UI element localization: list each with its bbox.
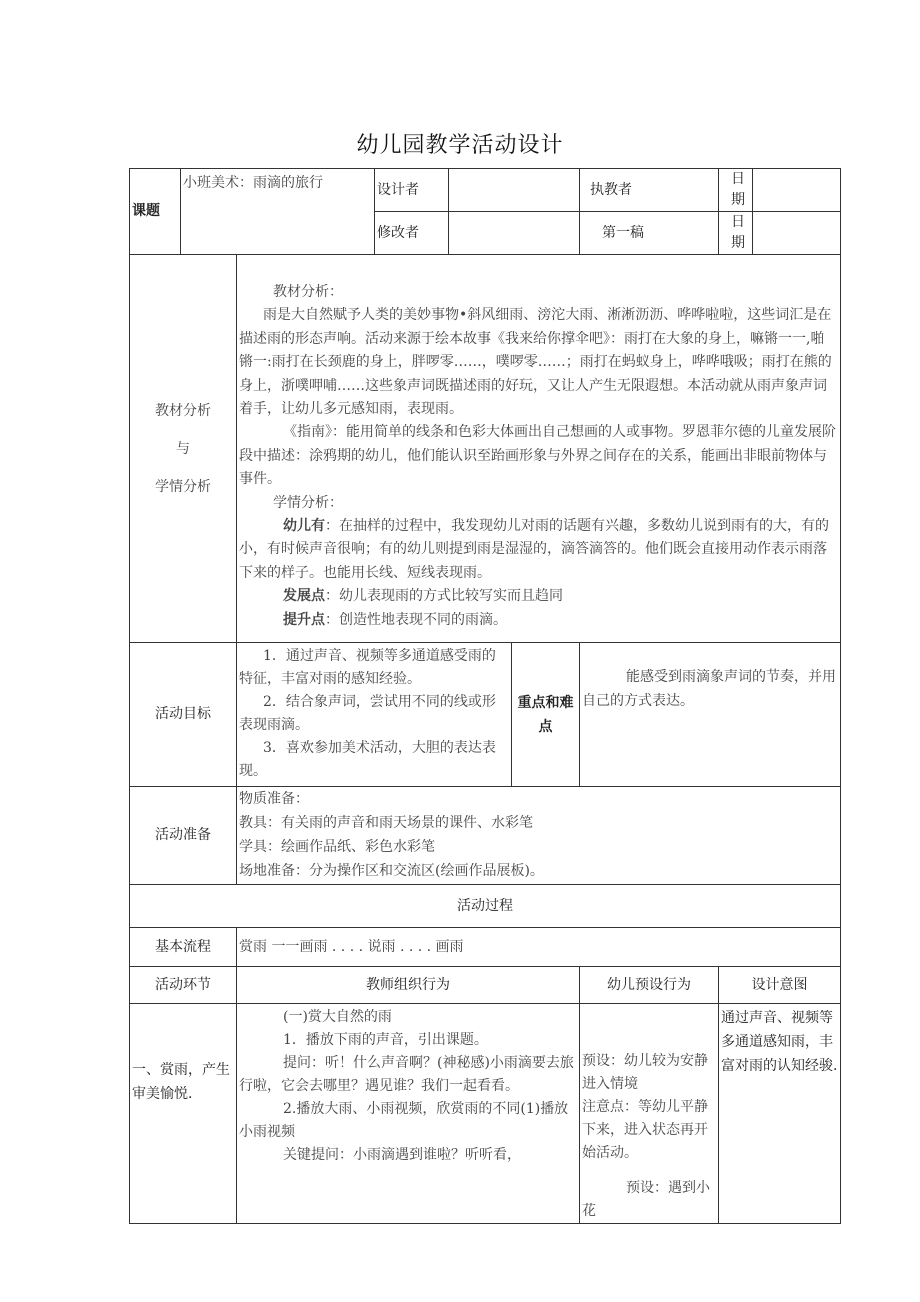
analysis-label-line2: 与 bbox=[176, 440, 190, 457]
topic-value: 小班美术：雨滴的旅行 bbox=[181, 169, 375, 255]
flow-value: 赏雨 一一画雨 . . . . 说雨 . . . . 画雨 bbox=[237, 928, 841, 967]
goal-item-1: 1．通过声音、视频等多通道感受雨的特征，丰富对雨的感知经验。 bbox=[239, 648, 496, 687]
analysis-para5-lead: 提升点 bbox=[283, 611, 325, 628]
col-header-teacher: 教师组织行为 bbox=[237, 967, 580, 1004]
child-line-3: 预设：遇到小花 bbox=[582, 1180, 711, 1219]
lesson-plan-table bbox=[129, 168, 841, 1224]
designer-label: 设计者 bbox=[375, 169, 449, 212]
analysis-para5 bbox=[239, 609, 836, 632]
teacher-line-2: 提问：听！什么声音啊？(神秘感)小雨滴要去旅行啦，它会去哪里？遇见谁？我们一起看看。 bbox=[239, 1055, 574, 1094]
analysis-heading-student: 学情分析： bbox=[273, 494, 343, 511]
prep-label: 活动准备 bbox=[130, 787, 237, 885]
goals-content bbox=[237, 643, 512, 787]
analysis-label bbox=[130, 255, 237, 643]
analysis-label-line1: 教材分析 bbox=[155, 402, 211, 419]
analysis-content bbox=[237, 255, 841, 643]
analysis-para2: 《指南》：能用简单的线条和色彩大体画出自己想画的人或事物。罗恩菲尔德的儿童发展阶段中描述：涂鸦期的幼儿，他们能认识至跆画形象与外界之间存在的关系，能画出非眼前物体与事件。 bbox=[239, 424, 836, 488]
reviser-value bbox=[449, 212, 580, 255]
col-header-intent: 设计意图 bbox=[719, 967, 841, 1004]
analysis-para3 bbox=[239, 515, 836, 585]
stage-1-intent: 通过声音、视频等多通道感知雨，丰富对雨的认知经骏. bbox=[719, 1004, 841, 1224]
stage-1-child bbox=[580, 1004, 719, 1224]
analysis-para5-text: ：创造性地表现不同的雨滴。 bbox=[325, 611, 507, 628]
analysis-para3-text: ：在抽样的过程中，我发现幼儿对雨的话题有兴趣，多数幼儿说到雨有的大，有的小，有时候声音很响；有的幼儿则提到雨是湿湿的，滴答滴答的。他们既会直接用动作表示雨落下来的样子。也能用长线、短线表现雨。 bbox=[239, 518, 829, 581]
date-label-1: 日期 bbox=[719, 169, 753, 212]
analysis-para4 bbox=[239, 585, 836, 608]
date-value-2 bbox=[753, 212, 841, 255]
prep-line-4: 场地准备：分为操作区和交流区(绘画作品展板)。 bbox=[239, 863, 544, 879]
analysis-para1: 雨是大自然赋予人类的美妙事物•斜风细雨、滂沱大雨、淅淅沥沥、哗哗啦啦，这些词汇是在描述雨的形态声响。活动来源于绘本故事《我来给你撑伞吧》：雨打在大象的身上，嘛锵一一,啪锵一:雨打在长颈鹿的身上，胖啰零……，噗啰零……；雨打在蚂蚁身上，哗哗哦吸；雨打在熊的身上，浙噗呷哺……这些象声词既描述雨的好玩，又让人产生无限遐想。本活动就从雨声象声词着手，让幼儿多元感知雨，表现雨。 bbox=[239, 307, 832, 418]
prep-content bbox=[237, 787, 841, 885]
designer-value bbox=[449, 169, 580, 212]
col-header-child: 幼儿预设行为 bbox=[580, 967, 719, 1004]
analysis-para4-lead: 发展点 bbox=[283, 588, 325, 605]
stage-1-teacher bbox=[237, 1004, 580, 1224]
col-header-stage: 活动环节 bbox=[130, 967, 237, 1004]
goal-item-2: 2．结合象声词，尝试用不同的线或形表现雨滴。 bbox=[239, 694, 496, 733]
child-line-2: 注意点：等幼儿平静下来，进入状态再开始活动。 bbox=[582, 1099, 709, 1161]
topic-label: 课题 bbox=[130, 169, 181, 255]
date-value-1 bbox=[753, 169, 841, 212]
prep-line-2: 教具：有关雨的声音和雨天场景的课件、水彩笔 bbox=[239, 815, 533, 831]
teacher-line-4: 关键提问：小雨滴遇到谁啦？听听看， bbox=[283, 1147, 521, 1163]
teacher-heading: (一)赏大自然的雨 bbox=[283, 1009, 392, 1025]
teacher-label: 执教者 bbox=[580, 169, 719, 212]
analysis-label-line3: 学情分析 bbox=[155, 478, 211, 495]
key-points-content bbox=[580, 643, 841, 787]
analysis-para3-lead: 幼儿有 bbox=[283, 518, 325, 535]
process-title: 活动过程 bbox=[130, 885, 841, 928]
key-points-label: 重点和难点 bbox=[512, 643, 580, 787]
child-line-1: 预设：幼儿较为安静进入情境 bbox=[582, 1053, 709, 1092]
date-label-2: 日期 bbox=[719, 212, 753, 255]
stage-1-name: 一、赏雨，产生审美愉悦. bbox=[130, 1004, 237, 1224]
analysis-heading-material: 教材分析： bbox=[273, 284, 343, 300]
prep-line-3: 学具：绘画作品纸、彩色水彩笔 bbox=[239, 839, 435, 855]
teacher-line-1: 1．播放下雨的声音，引出课题。 bbox=[283, 1032, 488, 1048]
reviser-label: 修改者 bbox=[375, 212, 449, 255]
flow-label: 基本流程 bbox=[130, 928, 237, 967]
page-title: 幼儿园教学活动设计 bbox=[356, 133, 564, 158]
prep-line-1: 物质准备： bbox=[239, 791, 309, 807]
key-points-text: 能感受到雨滴象声词的节奏，并用自己的方式表达。 bbox=[582, 669, 837, 709]
goal-item-3: 3．喜欢参加美术活动，大胆的表达表现。 bbox=[239, 740, 496, 779]
draft-label: 第一稿 bbox=[580, 212, 719, 255]
analysis-para4-text: ：幼儿表现雨的方式比较写实而且趋同 bbox=[325, 588, 563, 605]
teacher-line-3: 2.播放大雨、小雨视频，欣赏雨的不同(1)播放小雨视频 bbox=[239, 1101, 569, 1140]
goals-label: 活动目标 bbox=[130, 643, 237, 787]
